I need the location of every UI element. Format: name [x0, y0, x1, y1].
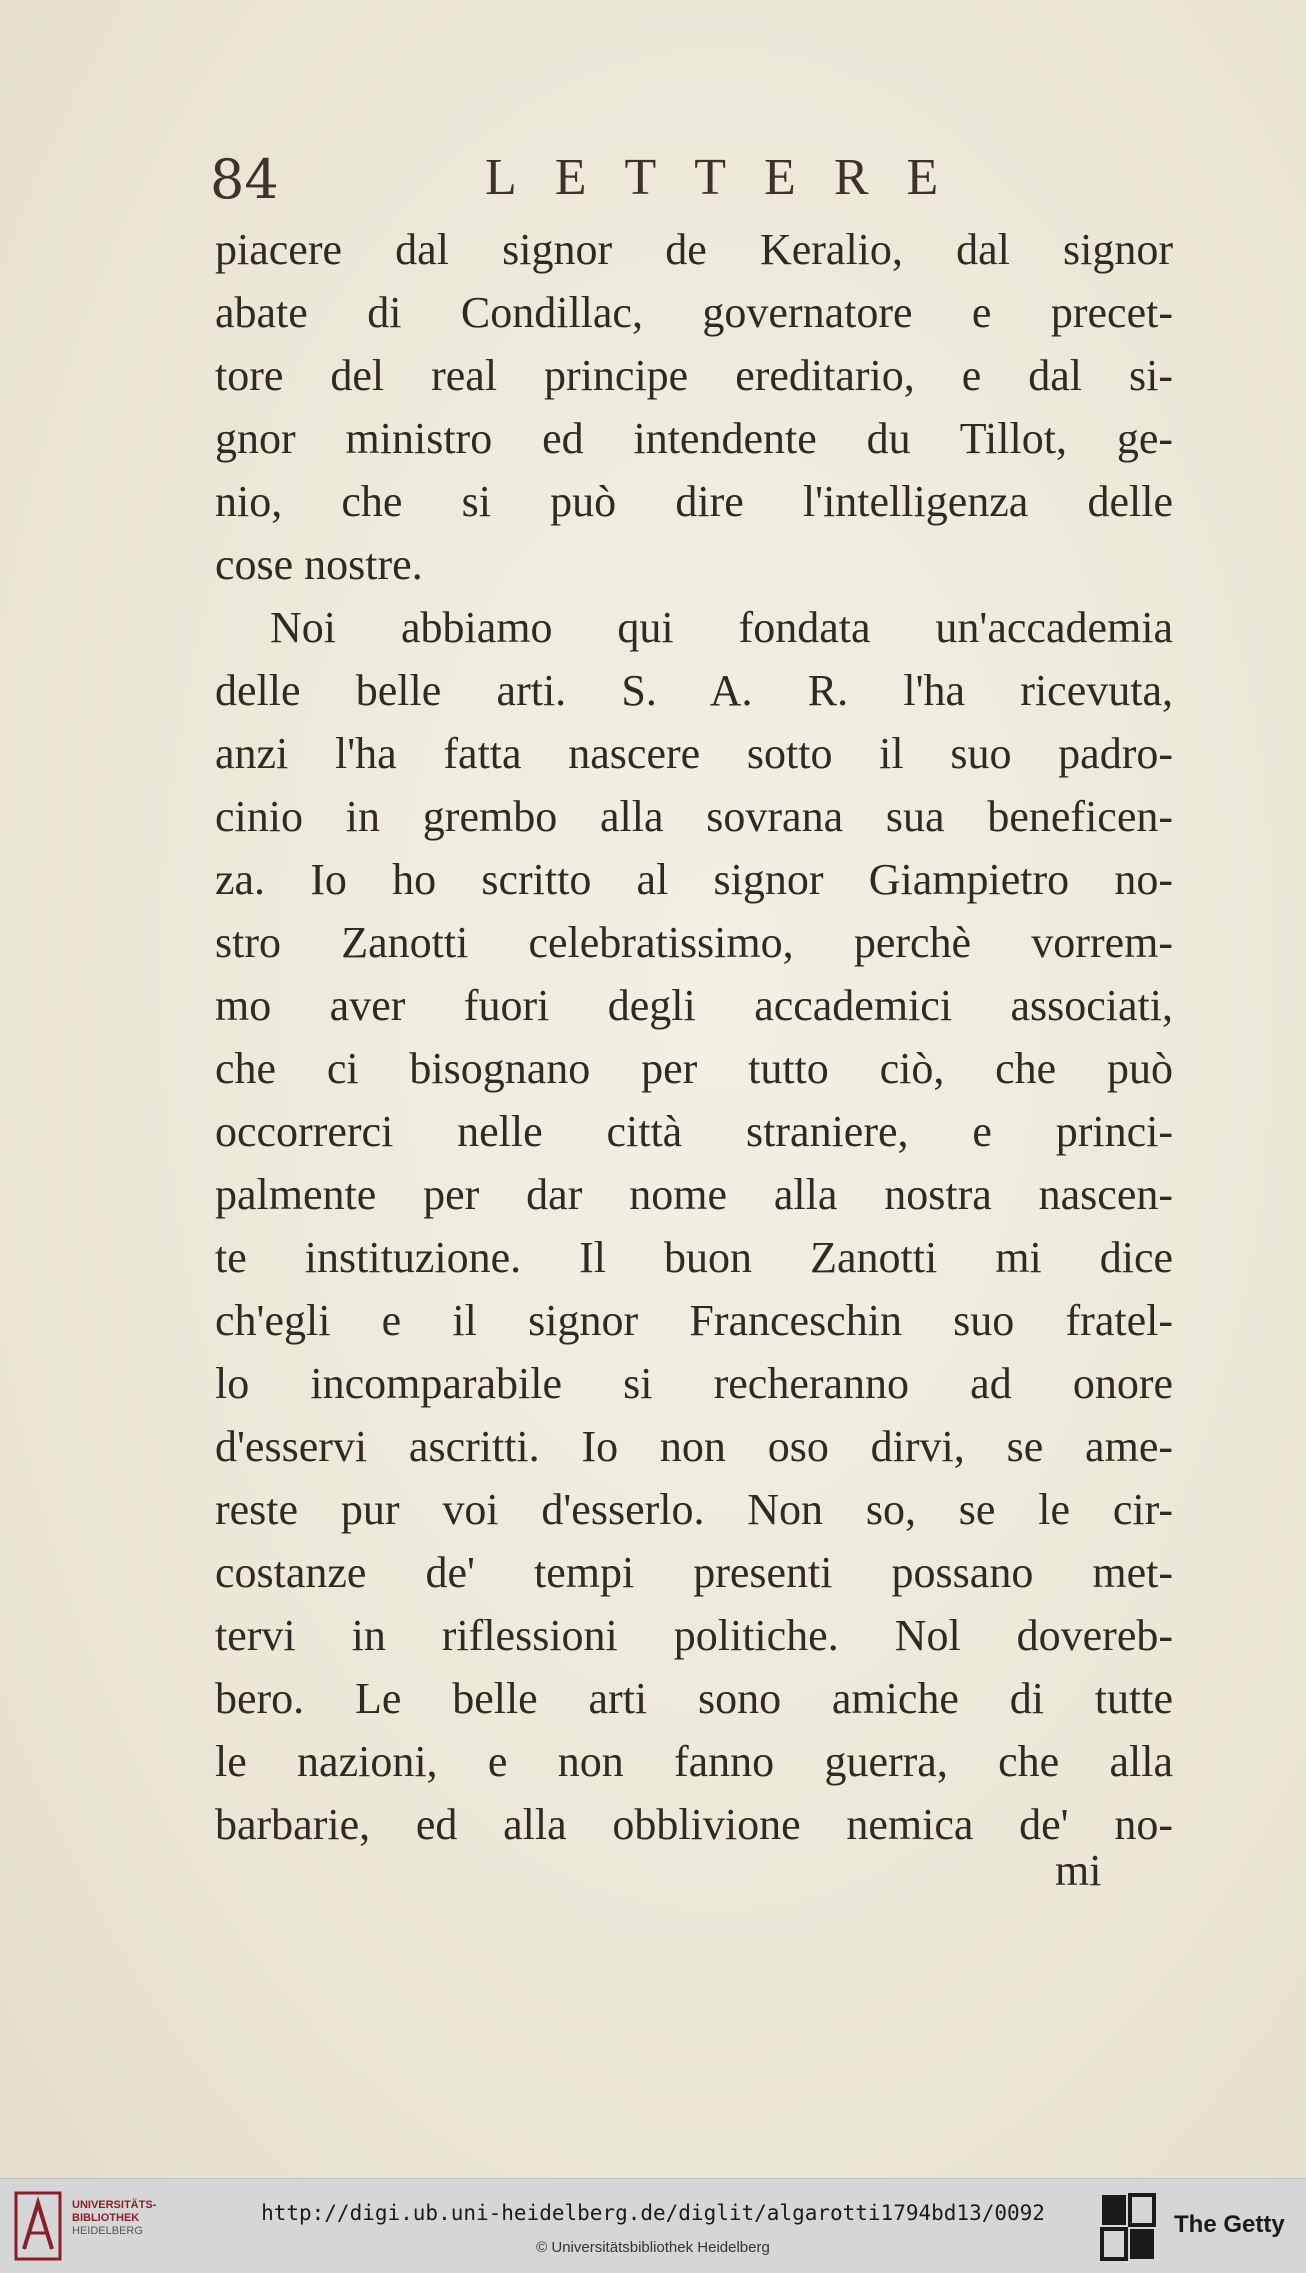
text-line: barbarie, ed alla obblivione nemica de' no- — [215, 1800, 1173, 1849]
text-line: le nazioni, e non fanno guerra, che alla — [215, 1737, 1173, 1786]
text-line: mo aver fuori degli accademici associati, — [215, 981, 1173, 1030]
body-text — [215, 218, 1173, 1856]
text-line: lo incomparabile si recheranno ad onore — [215, 1359, 1173, 1408]
running-title: LETTERE — [485, 149, 977, 206]
text-line: cose nostre. — [215, 540, 423, 589]
text-line: ch'egli e il signor Franceschin suo fratel- — [215, 1296, 1173, 1345]
text-line: che ci bisognano per tutto ciò, che può — [215, 1044, 1173, 1093]
text-line: anzi l'ha fatta nascere sotto il suo padro- — [215, 729, 1173, 778]
text-line: piacere dal signor de Keralio, dal signor — [215, 225, 1173, 274]
text-line: za. Io ho scritto al signor Giampietro no- — [215, 855, 1173, 904]
copyright-notice: © Universitätsbibliothek Heidelberg — [536, 2239, 770, 2256]
text-line: te instituzione. Il buon Zanotti mi dice — [215, 1233, 1173, 1282]
getty-logo-icon — [1100, 2193, 1156, 2261]
running-head — [210, 148, 1170, 228]
catchword: mi — [1055, 1846, 1102, 1895]
text-line: cinio in grembo alla sovrana sua beneficen- — [215, 792, 1173, 841]
text-line: nio, che si può dire l'intelligenza delle — [215, 477, 1173, 526]
text-line: reste pur voi d'esserlo. Non so, se le cir- — [215, 1485, 1173, 1534]
getty-label: The Getty — [1174, 2211, 1285, 2238]
text-line: abate di Condillac, governatore e precet- — [215, 288, 1173, 337]
text-line: bero. Le belle arti sono amiche di tutte — [215, 1674, 1173, 1723]
text-line: tervi in riflessioni politiche. Nol dovereb- — [215, 1611, 1173, 1660]
text-line: stro Zanotti celebratissimo, perchè vorrem- — [215, 918, 1173, 967]
viewer-footer — [0, 2178, 1306, 2273]
library-name-line: UNIVERSITÄTS- — [72, 2199, 157, 2211]
library-name-line: BIBLIOTHEK — [72, 2212, 140, 2224]
text-line: delle belle arti. S. A. R. l'ha ricevuta, — [215, 666, 1173, 715]
text-line: costanze de' tempi presenti possano met- — [215, 1548, 1173, 1597]
text-line: d'esservi ascritti. Io non oso dirvi, se ame- — [215, 1422, 1173, 1471]
text-line: occorrerci nelle città straniere, e princi- — [215, 1107, 1173, 1156]
text-line: palmente per dar nome alla nostra nascen- — [215, 1170, 1173, 1219]
text-line: Noi abbiamo qui fondata un'accademia — [270, 603, 1173, 652]
library-name-line: HEIDELBERG — [72, 2225, 143, 2237]
page-number: 84 — [210, 148, 279, 211]
permalink-url[interactable]: http://digi.ub.uni-heidelberg.de/diglit/algarotti1794bd13/0092 — [261, 2201, 1045, 2225]
text-line: gnor ministro ed intendente du Tillot, ge- — [215, 414, 1173, 463]
text-line: tore del real principe ereditario, e dal si- — [215, 351, 1173, 400]
